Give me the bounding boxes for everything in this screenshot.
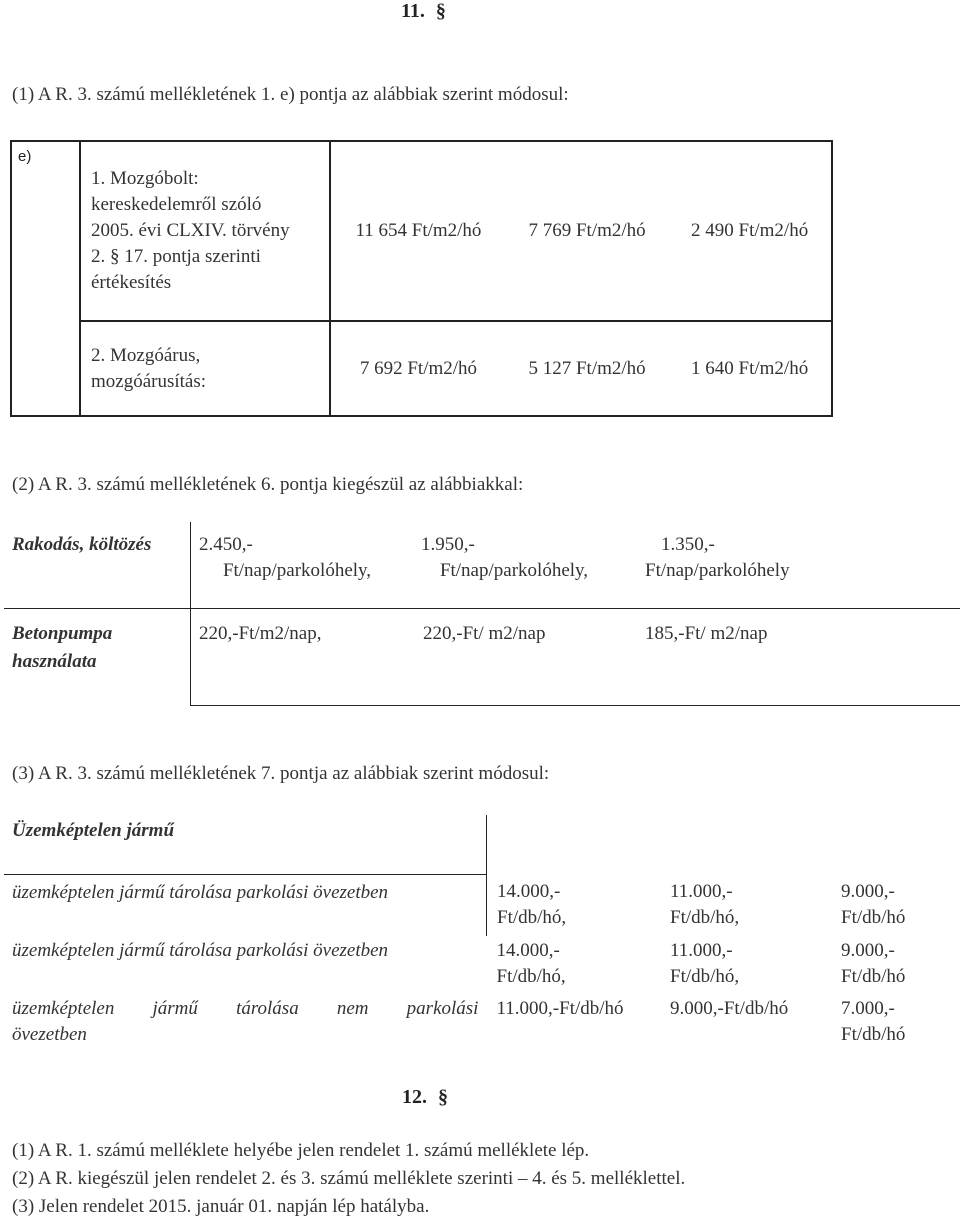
paragraph-1: (1) A R. 3. számú mellékletének 1. e) pontja az alábbiak szerint módosul: [12,84,569,105]
closing-line-1: (1) A R. 1. számú melléklete helyébe jelen rendelet 1. számú melléklete lép. [12,1140,590,1161]
section-11-heading [401,0,446,23]
table-cell: 185,-Ft/ m2/nap [625,608,960,705]
table-row-label: üzemképtelen jármű tárolása parkolási övezetben [4,874,487,936]
paragraph-symbol: § [438,1086,448,1108]
paragraph-3: (3) A R. 3. számú mellékletének 7. pontja az alábbiak szerint módosul: [12,763,550,784]
table-cell: 220,-Ft/m2/nap, [191,608,404,705]
table-cell: 2 490 Ft/m2/hó [668,141,832,321]
paragraph-2: (2) A R. 3. számú mellékletének 6. pontja kiegészül az alábbiakkal: [12,474,524,495]
table-cell: 11.000,-Ft/db/hó [496,998,624,1019]
table-row-label: üzemképtelen jármű tárolása parkolási övezetben [12,940,389,961]
list-letter: e) [18,148,32,165]
table-cell: 14.000,- Ft/db/hó, [497,881,567,928]
table-cell: 1.950,- Ft/nap/parkolóhely, [421,534,589,581]
table-cell: 9.000,- Ft/db/hó [841,881,906,928]
section-12-heading [402,1086,448,1109]
table-cell: 7 769 Ft/m2/hó [506,141,668,321]
section-number: 11. [401,0,425,22]
table-cell: 7 692 Ft/m2/hó [330,321,506,416]
paragraph-symbol: § [435,0,446,22]
table-cell: 2.450,- Ft/nap/parkolóhely, [191,522,404,608]
table-row-label: 1. Mozgóbolt: kereskedelemről szóló 2005. évi CLXIV. törvény 2. § 17. pontja szerinti értékesítés [80,141,330,321]
table-broken-vehicles [4,815,960,1060]
table-row-label: 2. Mozgóárus, mozgóárusítás: [80,321,330,416]
table-cell: 9.000,- Ft/db/hó [841,940,906,987]
table-row-label: Rakodás, költözés [4,522,191,608]
table-loading-fees [4,522,960,706]
table-cell: 1 640 Ft/m2/hó [668,321,832,416]
closing-line-2: (2) A R. kiegészül jelen rendelet 2. és 3. számú melléklete szerinti – 4. és 5. melléklettel. [12,1168,686,1189]
closing-line-3: (3) Jelen rendelet 2015. január 01. napján lép hatályba. [12,1196,430,1217]
table-cell: 1.350,- Ft/nap/parkolóhely [645,534,790,581]
section-number: 12. [402,1086,427,1108]
table-header-cell: Üzemképtelen jármű [4,815,487,874]
table-cell: 7.000,- Ft/db/hó [841,998,906,1045]
table-cell: 11 654 Ft/m2/hó [330,141,506,321]
table-cell: 14.000,- Ft/db/hó, [496,940,566,987]
table-cell: 5 127 Ft/m2/hó [506,321,668,416]
table-cell: 9.000,-Ft/db/hó [670,998,789,1019]
table-cell: 11.000,- Ft/db/hó, [670,940,740,987]
table-mobile-trade [10,140,833,417]
table-row-label: üzemképtelen jármű tárolása nem parkolási övezetben [12,998,479,1045]
table-cell: 220,-Ft/ m2/nap [403,608,625,705]
table-cell: 11.000,- Ft/db/hó, [670,881,740,928]
table-row-label: Betonpumpa használata [4,608,191,705]
